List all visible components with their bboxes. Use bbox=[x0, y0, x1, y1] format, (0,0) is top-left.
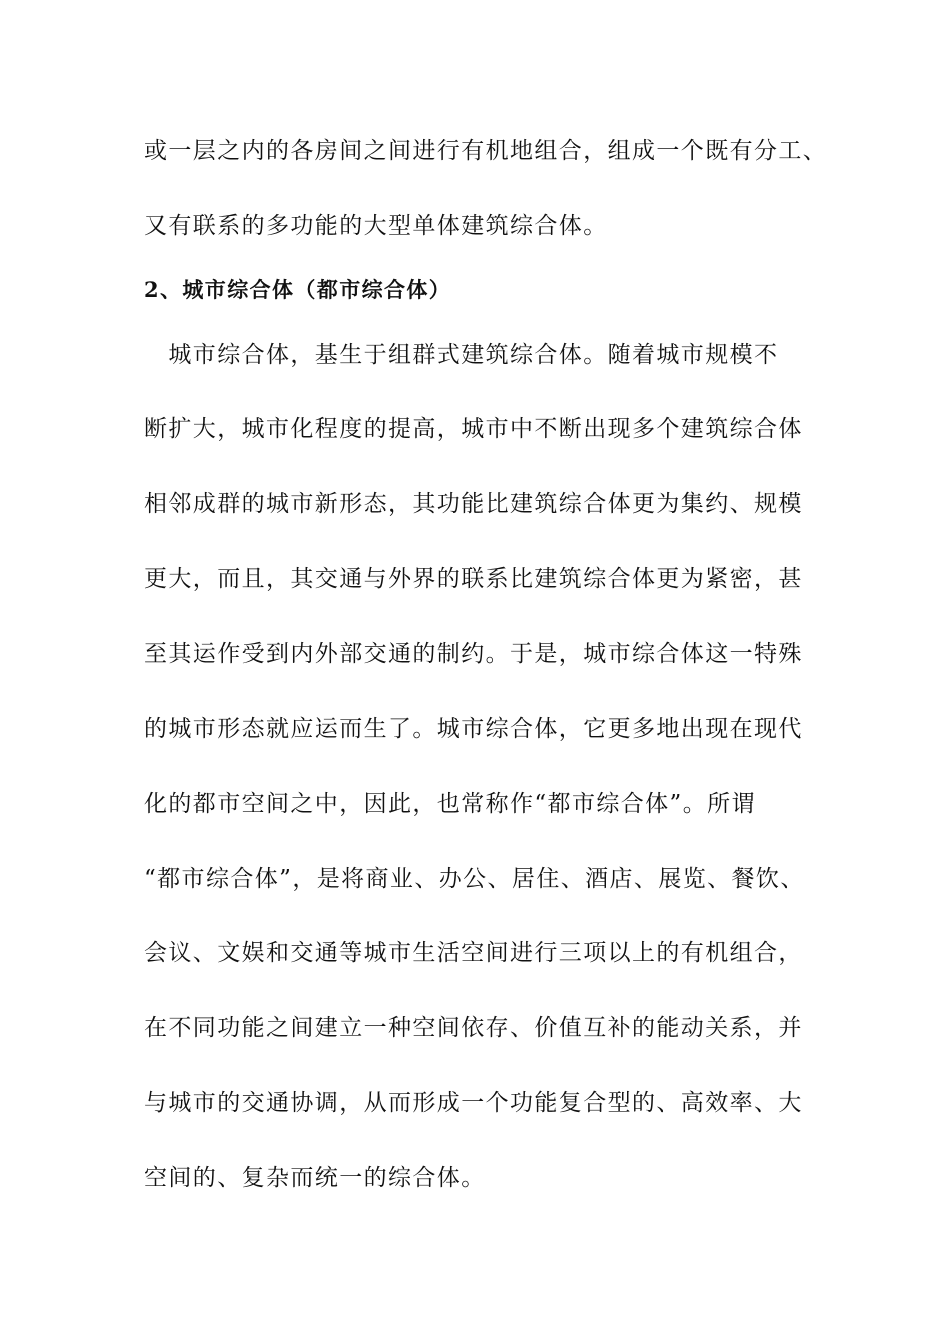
intro-line: 或一层之内的各房间之间进行有机地组合，组成一个既有分工、 bbox=[144, 138, 828, 164]
body-line: 断扩大，城市化程度的提高，城市中不断出现多个建筑综合体 bbox=[144, 416, 803, 442]
body-line: 更大，而且，其交通与外界的联系比建筑综合体更为紧密，甚 bbox=[144, 566, 803, 592]
body-line: 与城市的交通协调，从而形成一个功能复合型的、高效率、大 bbox=[144, 1090, 803, 1116]
body-line: 空间的、复杂而统一的综合体。 bbox=[144, 1165, 486, 1191]
body-line: 在不同功能之间建立一种空间依存、价值互补的能动关系，并 bbox=[144, 1015, 803, 1041]
section-heading: 2、城市综合体（都市综合体） bbox=[144, 277, 452, 302]
body-line: 的城市形态就应运而生了。城市综合体，它更多地出现在现代 bbox=[144, 716, 803, 742]
body-line: 化的都市空间之中，因此，也常称作“都市综合体”。所谓 bbox=[144, 791, 756, 817]
body-line: 至其运作受到内外部交通的制约。于是，城市综合体这一特殊 bbox=[144, 641, 803, 667]
body-line: 会议、文娱和交通等城市生活空间进行三项以上的有机组合， bbox=[144, 940, 803, 966]
body-line: 城市综合体，基生于组群式建筑综合体。随着城市规模不 bbox=[144, 342, 779, 368]
body-line: 相邻成群的城市新形态，其功能比建筑综合体更为集约、规模 bbox=[144, 491, 803, 517]
intro-line: 又有联系的多功能的大型单体建筑综合体。 bbox=[144, 213, 608, 239]
body-line: “都市综合体”，是将商业、办公、居住、酒店、展览、餐饮、 bbox=[144, 866, 805, 892]
